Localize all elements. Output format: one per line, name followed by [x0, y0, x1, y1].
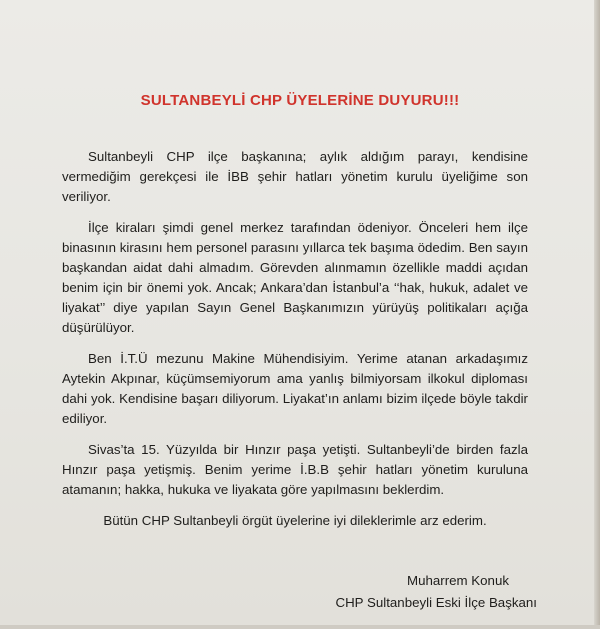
signer-name: Muharrem Konuk — [407, 573, 509, 588]
signature-block — [307, 570, 537, 614]
paper-bottom-edge — [0, 625, 600, 629]
signer-position: CHP Sultanbeyli Eski İlçe Başkanı — [335, 595, 537, 610]
paragraph-4: Sivas’ta 15. Yüzyılda bir Hınzır paşa yetişti. Sultanbeyli’de birden fazla Hınzır paşa yetişmiş. Benim yerime İ.B.B şehir hatları yönetim kuruluna atamanın; hakka, hukuka ve liyakata göre yapılmasını beklerdim. — [62, 442, 528, 497]
closing-line: Bütün CHP Sultanbeyli örgüt üyelerine iyi dileklerimle arz ederim. — [103, 513, 487, 528]
paragraph-3: Ben İ.T.Ü mezunu Makine Mühendisiyim. Yerime atanan arkadaşımız Aytekin Akpınar, küçümsemiyorum ama yanlış bilmiyorsam ilkokul diploması dahi yok. Kendisine başarı diliyorum. Liyakat’ın anlamı bizim ilçede böyle takdir ediliyor. — [62, 351, 528, 426]
paragraph-1: Sultanbeyli CHP ilçe başkanına; aylık aldığım parayı, kendisine vermediğim gerekçesi ile İBB şehir hatları yönetim kurulu üyeliğime son veriliyor. — [62, 149, 528, 204]
paragraph-2: İlçe kiraları şimdi genel merkez tarafından ödeniyor. Önceleri hem ilçe binasının kirasını hem personel parasını yıllarca tek başıma ödedim. Ben sayın başkandan aidat dahi almadım. Görevden alınmamın özellikle maddi açıdan benim için bir önemi yok. Ancak; Ankara’dan İstanbul’a ‘‘hak, hukuk, adalet ve liyakat’’ diye yapılan Sayın Genel Başkanımızın yürüyüş politikaları açığa düşürülüyor. — [62, 220, 528, 335]
letter-body — [62, 147, 528, 542]
document-title: SULTANBEYLİ CHP ÜYELERİNE DUYURU!!! — [140, 92, 460, 109]
